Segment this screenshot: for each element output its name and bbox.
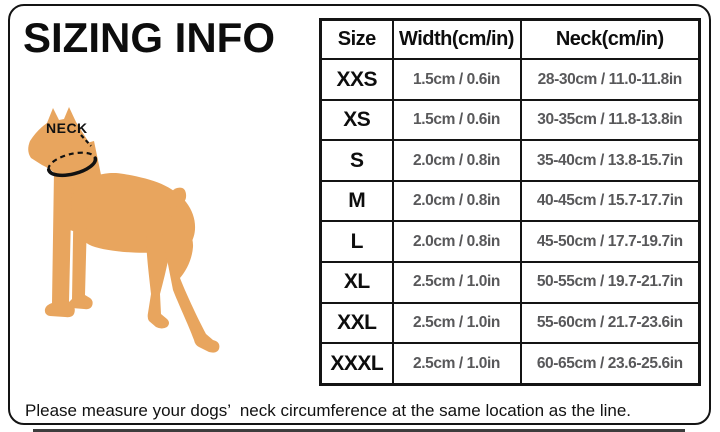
table-row [321,303,700,344]
width-cell: 1.5cm / 0.6in [393,59,521,100]
neck-cell: 40-45cm / 15.7-17.7in [521,181,700,222]
width-cell: 2.5cm / 1.0in [393,343,521,384]
size-cell: M [321,181,393,222]
page-title: SIZING INFO [23,14,275,61]
width-cell: 2.0cm / 0.8in [393,140,521,181]
sizing-table [319,18,701,386]
dog-silhouette-svg [10,95,320,385]
dog-body-shapes [28,107,219,353]
table-row [321,100,700,141]
neck-cell: 28-30cm / 11.0-11.8in [521,59,700,100]
width-cell: 2.5cm / 1.0in [393,303,521,344]
neck-cell: 30-35cm / 11.8-13.8in [521,100,700,141]
size-cell: XL [321,262,393,303]
neck-cell: 60-65cm / 23.6-25.6in [521,343,700,384]
header-width: Width(cm/in) [393,20,521,60]
width-cell: 2.0cm / 0.8in [393,221,521,262]
size-cell: L [321,221,393,262]
table-row [321,221,700,262]
table-row [321,262,700,303]
table-row [321,181,700,222]
table-row [321,59,700,100]
size-cell: S [321,140,393,181]
size-cell: XXL [321,303,393,344]
neck-cell: 45-50cm / 17.7-19.7in [521,221,700,262]
width-cell: 1.5cm / 0.6in [393,100,521,141]
table-header-row [321,20,700,60]
header-neck: Neck(cm/in) [521,20,700,60]
header-size: Size [321,20,393,60]
neck-cell: 55-60cm / 21.7-23.6in [521,303,700,344]
neck-cell: 35-40cm / 13.8-15.7in [521,140,700,181]
size-cell: XS [321,100,393,141]
size-cell: XXXL [321,343,393,384]
neck-label: NECK [46,120,88,136]
dog-illustration [10,95,320,385]
measurement-instruction: Please measure your dogs’ neck circumference at the same location as the line. [25,401,632,420]
width-cell: 2.0cm / 0.8in [393,181,521,222]
table-row [321,140,700,181]
width-cell: 2.5cm / 1.0in [393,262,521,303]
table-row [321,343,700,384]
neck-cell: 50-55cm / 19.7-21.7in [521,262,700,303]
size-cell: XXS [321,59,393,100]
